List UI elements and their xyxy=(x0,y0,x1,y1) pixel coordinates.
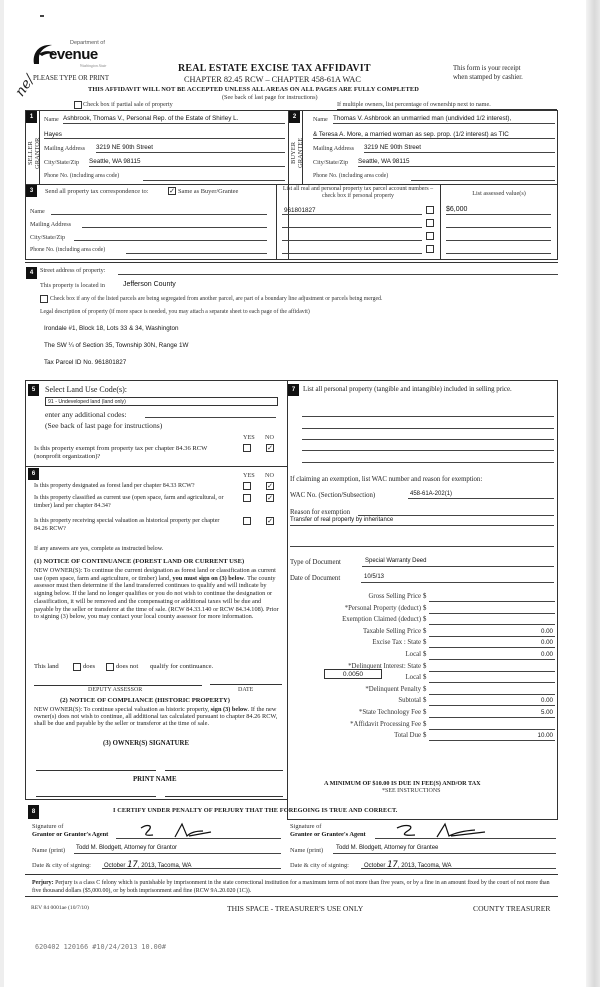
section3-divider xyxy=(25,184,558,185)
notice-continuance-text-a: NEW OWNER(S): To continue the current designation as forest land or classification as current use (open space, farm and agriculture, or timber) land, xyxy=(34,567,276,582)
grantor-print-name-label: Name (print) xyxy=(32,847,66,854)
logo-department-text: Department of xyxy=(70,40,105,46)
see-back-note: (See back of last page for instructions) xyxy=(222,94,318,101)
tax-row-value[interactable]: 10.00 xyxy=(537,732,553,740)
perjury-bold: Perjury: xyxy=(32,880,54,886)
personal-property-label: List all personal property (tangible and intangible) included in selling price. xyxy=(303,386,512,393)
same-as-buyer-label: Same as Buyer/Grantee xyxy=(178,188,239,195)
dollar-sign: $ xyxy=(423,593,427,600)
section5-yes-header: YES xyxy=(243,434,255,441)
buyer-mailing-value[interactable]: 3219 NE 90th Street xyxy=(364,144,422,151)
exempt-question: Is this property exempt from property tax per chapter 84.36 RCW (nonprofit organization)? xyxy=(34,445,208,460)
logo-state-text: Washington State xyxy=(80,64,107,68)
tax-row-value[interactable]: 0.00 xyxy=(540,639,553,647)
wac-line xyxy=(408,498,554,499)
buyer-city-line xyxy=(358,166,555,167)
grantor-date-label: Date & city of signing: xyxy=(32,862,91,869)
street-address-label: Street address of property: xyxy=(40,267,106,274)
grantee-date-line xyxy=(361,868,556,869)
street-address-line[interactable] xyxy=(118,274,558,275)
owner-signature-line-1[interactable] xyxy=(36,770,156,771)
seller-grantor-label xyxy=(27,128,41,178)
buyer-name-line-2 xyxy=(313,138,555,139)
tax-row xyxy=(290,686,555,696)
tax-row xyxy=(290,732,555,742)
tax-row-line[interactable] xyxy=(429,729,555,730)
wac-label: WAC No. (Section/Subsection) xyxy=(290,492,376,499)
current-use-yes-checkbox[interactable] xyxy=(243,494,251,502)
tax-row xyxy=(290,605,555,615)
grantee-print-name-line xyxy=(333,853,556,854)
owner-signature-line-2[interactable] xyxy=(165,770,283,771)
forest-land-no-checkbox[interactable]: ✓ xyxy=(267,482,273,490)
legal-description-label: Legal description of property (if more space is needed, you may attach a separate sheet to each page of the affidavit) xyxy=(40,309,310,315)
does-not-label: does not xyxy=(116,663,139,670)
seller-phone-label: Phone No. (including area code) xyxy=(44,173,120,179)
document-date-line xyxy=(361,582,554,583)
personal-property-line[interactable] xyxy=(302,416,554,417)
local-rate-box[interactable] xyxy=(324,669,382,679)
form-number: REV 84 0001ae (10/7/10) xyxy=(31,905,89,911)
historical-question: Is this property receiving special valuation as historical property per chapter 84.26 RCW? xyxy=(34,518,220,532)
assessor-date-label: DATE xyxy=(238,687,254,693)
assessed-line[interactable] xyxy=(446,227,551,228)
tax-row-value[interactable]: 0.00 xyxy=(540,697,553,705)
grantee-date-rest: , 2013, Tacoma, WA xyxy=(397,863,452,869)
dollar-sign: $ xyxy=(423,720,427,728)
grantor-print-name-value[interactable]: Todd M. Blodgett, Attorney for Grantor xyxy=(76,845,178,851)
grantee-signature-label-2: Grantee or Grantee's Agent xyxy=(290,831,366,838)
notice-compliance-body xyxy=(34,706,280,727)
parcel-line[interactable] xyxy=(282,240,422,241)
tax-row-label: Local xyxy=(405,651,421,658)
grantor-signature-label-2: Grantor or Grantor's Agent xyxy=(32,831,109,838)
notice-continuance-bold: you must sign on (3) below xyxy=(172,574,245,582)
dollar-sign: $ xyxy=(423,627,427,635)
grantor-date-month: October xyxy=(104,863,126,869)
scan-left-edge xyxy=(0,0,4,987)
seller-name-label: Name xyxy=(44,116,59,123)
tax-row-line[interactable] xyxy=(429,740,555,741)
parcel-line[interactable] xyxy=(282,253,422,254)
land-use-select[interactable] xyxy=(45,397,278,406)
buyer-phone-line[interactable] xyxy=(411,180,555,181)
grantor-date-line xyxy=(102,868,281,869)
seller-name-value-2[interactable]: Hayes xyxy=(44,131,62,138)
grantor-signature xyxy=(137,822,227,840)
assessed-line xyxy=(446,214,551,215)
print-name-line-1[interactable] xyxy=(36,796,156,797)
same-as-buyer-checkbox[interactable]: ✓ xyxy=(169,187,175,195)
tax-row-value[interactable]: 0.00 xyxy=(540,651,553,658)
seller-mailing-label: Mailing Address xyxy=(44,145,86,152)
seller-city-label: City/State/Zip xyxy=(44,159,80,166)
correspondence-city-line[interactable] xyxy=(74,240,267,241)
minimum-due-note: A MINIMUM OF $10.00 IS DUE IN FEE(S) AND/OR TAX xyxy=(324,780,481,787)
parcel-divider xyxy=(276,184,277,260)
land-use-label: Select Land Use Code(s): xyxy=(45,385,127,394)
seller-city-value[interactable]: Seattle, WA 98115 xyxy=(89,158,141,165)
seller-name-line xyxy=(63,123,285,124)
this-land-label: This land xyxy=(34,663,59,670)
personal-property-checkbox[interactable] xyxy=(426,232,434,240)
grantee-date-month: October xyxy=(364,863,386,869)
document-type-label: Type of Document xyxy=(290,559,341,566)
personal-property-checkbox[interactable] xyxy=(426,245,434,253)
tax-row-label: *State Technology Fee xyxy=(358,709,421,716)
dollar-sign: $ xyxy=(423,674,427,682)
personal-property-checkbox[interactable] xyxy=(426,206,434,214)
section-3-badge: 3 xyxy=(26,185,37,197)
form-title: REAL ESTATE EXCISE TAX AFFIDAVIT xyxy=(178,63,371,74)
tax-row-label: Total Due xyxy=(394,732,421,740)
does-label: does xyxy=(83,663,96,670)
personal-property-line[interactable] xyxy=(302,439,554,440)
correspondence-city-label: City/State/Zip xyxy=(30,234,66,241)
tax-row-line[interactable] xyxy=(429,613,555,614)
local-rate-value: 0.0050 xyxy=(342,671,364,678)
section-4-badge: 4 xyxy=(26,267,37,279)
tax-row-label: Subtotal xyxy=(398,697,421,705)
exempt-yes-checkbox[interactable] xyxy=(243,444,251,452)
tax-row-label: Exemption Claimed (deduct) xyxy=(342,616,421,624)
assessed-divider xyxy=(440,184,441,260)
scan-speck xyxy=(40,15,44,17)
notice-continuance-title: (1) NOTICE OF CONTINUANCE (FOREST LAND OR CURRENT USE) xyxy=(34,558,245,565)
tax-row xyxy=(290,697,555,707)
tax-row-line[interactable] xyxy=(429,601,555,602)
grantee-signature-label-1: Signature of xyxy=(290,823,322,830)
seller-label: SELLER xyxy=(27,141,34,165)
historical-no-checkbox[interactable]: ✓ xyxy=(267,517,273,525)
additional-codes-line[interactable] xyxy=(145,417,276,418)
historical-yes-checkbox[interactable] xyxy=(243,517,251,525)
personal-property-line[interactable] xyxy=(302,428,554,429)
section-5-badge: 5 xyxy=(28,384,39,396)
correspondence-name-label: Name xyxy=(30,208,45,215)
correspondence-phone-line[interactable] xyxy=(126,253,267,254)
forest-land-question: Is this property designated as forest land per chapter 84.33 RCW? xyxy=(34,483,195,489)
dollar-sign: $ xyxy=(423,616,427,624)
logo-revenue-text: evenue xyxy=(49,46,98,63)
grantee-print-name-value[interactable]: Todd M. Blodgett, Attorney for Grantee xyxy=(336,845,439,851)
grantee-date-day: 17 xyxy=(387,860,398,870)
perjury-notice xyxy=(32,879,558,895)
grantor-print-name-line xyxy=(74,853,281,854)
type-or-print-note: PLEASE TYPE OR PRINT xyxy=(33,75,109,82)
notice-continuance-text-b: . The county assessor must then determine if the land transferred continues to qualify and will indicate by signing below. If the land no longer qualifies or you do not wish to continue the designation or classification, it will be removed and the compensating or additional taxes will be due and payable by the seller or transferor at the time of sale. (RCW 84.33.140 or RCW 84.34.108). Prior to signing (3) below, you may contact your local county assessor for more information. xyxy=(34,574,279,621)
correspondence-phone-label: Phone No. (including area code) xyxy=(30,247,106,253)
personal-property-line[interactable] xyxy=(302,462,554,463)
buyer-mailing-line xyxy=(364,152,555,153)
dollar-sign: $ xyxy=(423,685,427,693)
reason-line xyxy=(358,515,554,516)
buyer-phone-label: Phone No. (including area code) xyxy=(313,173,389,179)
grantee-signature xyxy=(395,822,495,840)
handwritten-initials: ne/ xyxy=(12,72,38,100)
dollar-sign: $ xyxy=(423,732,427,740)
tax-row xyxy=(290,651,555,661)
seller-mailing-value[interactable]: 3219 NE 90th Street xyxy=(96,144,154,151)
dollar-sign: $ xyxy=(423,662,427,670)
section6-top-rule xyxy=(25,466,287,467)
correspondence-name-line[interactable] xyxy=(51,214,267,215)
parcel-line xyxy=(282,214,422,215)
wac-value[interactable]: 458-61A-202(1) xyxy=(410,491,453,497)
tax-row xyxy=(290,593,555,603)
document-date-label: Date of Document xyxy=(290,575,341,582)
legal-line-3[interactable]: Tax Parcel ID No. 961801827 xyxy=(44,359,127,366)
section5-see-back: (See back of last page for instructions) xyxy=(45,421,163,430)
tax-row-label: Local xyxy=(405,674,421,682)
parcel-line[interactable] xyxy=(282,227,422,228)
certify-statement: I CERTIFY UNDER PENALTY OF PERJURY THAT THE FOREGOING IS TRUE AND CORRECT. xyxy=(113,807,398,814)
tax-row-line[interactable] xyxy=(429,705,555,706)
segregated-label: Check box if any of the listed parcels are being segregated from another parcel, are part of a boundary line adjustment or parcels being merged. xyxy=(50,296,383,302)
tax-row-label: Gross Selling Price xyxy=(368,593,421,600)
exemption-intro: If claiming an exemption, list WAC number and reason for exemption: xyxy=(290,476,483,483)
tax-row-label: *Affidavit Processing Fee xyxy=(350,720,421,728)
assessed-line[interactable] xyxy=(446,240,551,241)
correspondence-mailing-label: Mailing Address xyxy=(30,221,72,228)
seller-name-line-2 xyxy=(44,138,285,139)
tax-row-line[interactable] xyxy=(429,671,555,672)
correspondence-mailing-line[interactable] xyxy=(82,227,267,228)
buyer-grantee-label xyxy=(290,128,304,178)
tax-row-line[interactable] xyxy=(429,647,555,648)
deputy-assessor-label: DEPUTY ASSESSOR xyxy=(88,687,143,693)
tax-row-line[interactable] xyxy=(429,624,555,625)
tax-row-value[interactable]: 0.00 xyxy=(540,627,553,635)
section-8-badge: 8 xyxy=(28,805,39,819)
tax-row-label: *Delinquent Penalty xyxy=(365,685,421,693)
buyer-name-label: Name xyxy=(313,116,328,123)
treasurer-space-label: THIS SPACE - TREASURER'S USE ONLY xyxy=(227,904,364,913)
see-instructions-note: *SEE INSTRUCTIONS xyxy=(382,788,441,794)
land-use-select-value: 91 - Undeveloped land (land only) xyxy=(48,399,126,405)
cashier-stamp: 620402 120166 #10/24/2013 10.00# xyxy=(35,943,166,951)
notice-compliance-bold: sign (3) below xyxy=(210,706,248,713)
tax-row xyxy=(290,709,555,719)
print-name-label: PRINT NAME xyxy=(133,776,177,783)
tax-row-line[interactable] xyxy=(429,659,555,660)
multiple-owners-note: If multiple owners, list percentage of ownership next to name. xyxy=(337,101,491,108)
receipt-note-1: This form is your receipt xyxy=(453,65,521,72)
partial-sale-checkbox[interactable] xyxy=(74,101,82,109)
buyer-name-line xyxy=(333,123,555,124)
dollar-sign: $ xyxy=(423,651,427,658)
tax-row-label: Excise Tax : State xyxy=(372,639,421,647)
tax-row-label: *Delinquent Interest: State xyxy=(348,662,421,670)
dollar-sign: $ xyxy=(423,709,427,716)
seller-city-line xyxy=(89,166,285,167)
grantee-date-label: Date & city of signing: xyxy=(290,862,349,869)
perjury-bottom-rule xyxy=(25,896,558,897)
buyer-name-value-2[interactable]: & Teresa A. More, a married woman as sep. prop. (1/2 interest) as TIC xyxy=(313,131,509,138)
exempt-no-checkbox[interactable]: ✓ xyxy=(267,444,273,452)
tax-row-label: Taxable Selling Price xyxy=(362,627,421,635)
notice-compliance-text-b: . If the new owner(s) does not wish to continue, all additional tax calculated pursuant to chapter 84.26 RCW, shall be due and payable by the seller or transferor at the time of sale. xyxy=(34,706,278,727)
perjury-top-rule xyxy=(25,874,558,875)
does-not-qualify-checkbox[interactable] xyxy=(106,663,114,671)
assessed-line[interactable] xyxy=(446,253,551,254)
tax-row-line[interactable] xyxy=(429,682,555,683)
if-yes-note: If any answers are yes, complete as instructed below. xyxy=(34,546,164,552)
reason-line-2 xyxy=(290,525,554,526)
partial-sale-label: Check box if partial sale of property xyxy=(83,101,173,108)
segregated-checkbox[interactable] xyxy=(40,295,48,303)
buyer-city-label: City/State/Zip xyxy=(313,159,349,166)
dollar-sign: $ xyxy=(423,697,427,705)
personal-property-line[interactable] xyxy=(302,450,554,451)
document-type-line xyxy=(362,566,554,567)
assessed-value[interactable]: $6,000 xyxy=(446,206,468,213)
grantor-date-day: 17 xyxy=(127,860,138,870)
document-date-value[interactable]: 10/5/13 xyxy=(364,574,385,580)
tax-row-line[interactable] xyxy=(429,636,555,637)
county-treasurer-label: COUNTY TREASURER xyxy=(473,904,551,913)
document-type-value[interactable]: Special Warranty Deed xyxy=(365,558,427,564)
owner-signature-label: (3) OWNER(S) SIGNATURE xyxy=(103,740,189,747)
seller-phone-line[interactable] xyxy=(143,180,285,181)
section-2-badge: 2 xyxy=(289,111,300,123)
section5-no-header: NO xyxy=(265,434,274,441)
seller-mailing-line xyxy=(96,152,285,153)
section4-top-rule xyxy=(25,262,558,263)
does-qualify-checkbox[interactable] xyxy=(73,663,81,671)
section6-yes-header: YES xyxy=(243,472,255,479)
legal-line-1[interactable]: Irondale #1, Block 18, Lots 33 & 34, Washington xyxy=(44,325,179,332)
grantor-signature-label-1: Signature of xyxy=(32,823,64,830)
tax-row xyxy=(290,628,555,638)
tax-row xyxy=(290,639,555,649)
section-7-badge: 7 xyxy=(288,384,299,396)
located-in-value[interactable]: Jefferson County xyxy=(123,281,176,288)
legal-line-2[interactable]: The SW ¼ of Section 35, Township 30N, Range 1W xyxy=(44,342,189,349)
notice-continuance-body xyxy=(34,567,280,621)
personal-property-checkbox[interactable] xyxy=(426,219,434,227)
receipt-note-2: when stamped by cashier. xyxy=(453,74,523,81)
forest-land-yes-checkbox[interactable] xyxy=(243,482,251,490)
current-use-question: Is this property classified as current use (open space, farm and agricultural, or timber) land per chapter 84.34? xyxy=(34,495,224,509)
notice-compliance-title: (2) NOTICE OF COMPLIANCE (HISTORIC PROPERTY) xyxy=(60,697,230,704)
reason-line-3 xyxy=(290,546,554,547)
buyer-name-value[interactable]: Thomas V. Ashbrook an unmarried man (undivided 1/2 interest), xyxy=(333,115,512,122)
tax-row-value[interactable]: 5.00 xyxy=(540,709,553,716)
section-1-badge: 1 xyxy=(26,111,37,123)
scan-right-edge xyxy=(586,0,600,987)
parties-divider xyxy=(288,110,289,260)
form-chapter: CHAPTER 82.45 RCW – CHAPTER 458-61A WAC xyxy=(184,75,361,84)
dollar-sign: $ xyxy=(423,604,427,612)
notice-compliance-text-a: NEW OWNER(S): To continue special valuation as historic property, xyxy=(34,706,211,713)
grantee-print-name-label: Name (print) xyxy=(290,847,324,854)
assessor-date-line[interactable] xyxy=(210,684,282,685)
tax-row xyxy=(290,616,555,626)
located-in-label: This property is located in xyxy=(40,282,105,289)
section-6-badge: 6 xyxy=(28,468,39,480)
reason-value[interactable]: Transfer of real property by inheritance xyxy=(290,517,394,523)
dor-logo xyxy=(30,40,110,75)
dollar-sign: $ xyxy=(423,639,427,647)
perjury-text: Perjury is a class C felony which is punishable by imprisonment in the state correctional institution for a maximum term of not more than five years, or by a fine in an amount fixed by the court of not more than five thousand dollars ($5,000.00), or by both imprisonment and fine (RCW 9A.20.020 (1C)). xyxy=(32,880,550,894)
qualify-label: qualify for continuance. xyxy=(150,663,214,670)
buyer-mailing-label: Mailing Address xyxy=(313,145,355,152)
seller-name-value[interactable]: Ashbrook, Thomas V., Personal Rep. of the Estate of Shirley L. xyxy=(63,115,239,122)
tax-row xyxy=(290,721,555,731)
tax-row-line[interactable] xyxy=(429,694,555,695)
parcel-number[interactable]: 961801827 xyxy=(284,207,316,214)
print-name-line-2[interactable] xyxy=(165,796,283,797)
parcel-header: List all real and personal property tax parcel account numbers – check box if personal property xyxy=(282,186,434,199)
form-warning: THIS AFFIDAVIT WILL NOT BE ACCEPTED UNLESS ALL AREAS ON ALL PAGES ARE FULLY COMPLETED xyxy=(88,86,419,93)
send-correspondence-label: Send all property tax correspondence to: xyxy=(45,188,149,195)
buyer-label: BUYER xyxy=(290,141,297,165)
tax-row-line[interactable] xyxy=(429,717,555,718)
grantor-date-rest: , 2013, Tacoma, WA xyxy=(137,863,192,869)
section6-no-header: NO xyxy=(265,472,274,479)
buyer-city-value[interactable]: Seattle, WA 98115 xyxy=(358,158,410,165)
grantor-label: GRANTOR xyxy=(34,137,41,169)
assessed-header: List assessed value(s) xyxy=(472,190,526,197)
tax-row-label: *Personal Property (deduct) xyxy=(344,604,421,612)
deputy-assessor-line[interactable] xyxy=(34,685,202,686)
additional-codes-label: enter any additional codes: xyxy=(45,410,127,419)
current-use-no-checkbox[interactable]: ✓ xyxy=(267,494,273,502)
grantee-label: GRANTEE xyxy=(297,137,304,169)
reason-label: Reason for exemption xyxy=(290,509,351,516)
